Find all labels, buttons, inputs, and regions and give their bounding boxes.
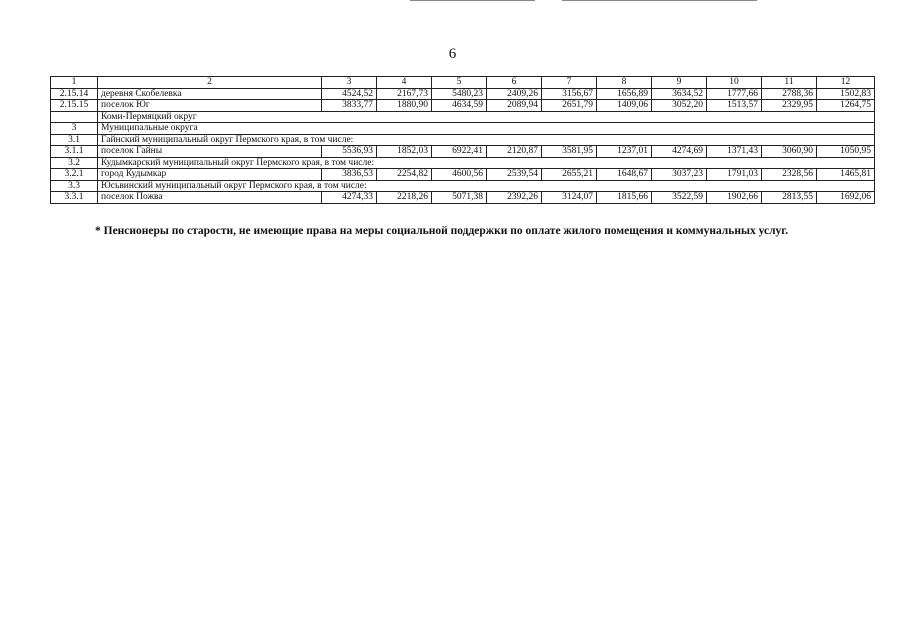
row-number: 3.1.1	[51, 146, 98, 158]
value-cell: 1465,81	[817, 169, 875, 181]
header-cell: 9	[652, 77, 707, 89]
value-cell: 5480,23	[432, 88, 487, 100]
value-cell: 1880,90	[377, 100, 432, 112]
value-cell: 4634,59	[432, 100, 487, 112]
value-cell: 2392,26	[487, 192, 542, 204]
settlement-name: город Кудымкар	[98, 169, 322, 181]
header-cell: 10	[707, 77, 762, 89]
value-cell: 1409,06	[597, 100, 652, 112]
value-cell: 5536,93	[322, 146, 377, 158]
value-cell: 1656,89	[597, 88, 652, 100]
header-cell: 4	[377, 77, 432, 89]
value-cell: 2329,95	[762, 100, 817, 112]
section-row	[51, 123, 875, 135]
value-cell: 2813,55	[762, 192, 817, 204]
value-cell: 4600,56	[432, 169, 487, 181]
row-number: 2.15.14	[51, 88, 98, 100]
header-row	[51, 77, 875, 89]
settlement-name: поселок Пожва	[98, 192, 322, 204]
footnote: * Пенсионеры по старости, не имеющие права на меры социальной поддержки по оплате жилого помещения и коммунальных услуг.	[95, 225, 789, 237]
table-row	[51, 192, 875, 204]
value-cell: 2328,56	[762, 169, 817, 181]
row-number	[51, 111, 98, 123]
top-rule-left	[410, 0, 535, 1]
value-cell: 3037,23	[652, 169, 707, 181]
row-number: 3.3	[51, 180, 98, 192]
section-row	[51, 157, 875, 169]
top-rule-right	[562, 0, 757, 1]
value-cell: 1791,03	[707, 169, 762, 181]
value-cell: 3634,52	[652, 88, 707, 100]
section-title: Муниципальные округа	[98, 123, 875, 135]
value-cell: 1852,03	[377, 146, 432, 158]
value-cell: 1050,95	[817, 146, 875, 158]
row-number: 2.15.15	[51, 100, 98, 112]
value-cell: 4274,69	[652, 146, 707, 158]
value-cell: 3581,95	[542, 146, 597, 158]
value-cell: 5071,38	[432, 192, 487, 204]
value-cell: 2409,26	[487, 88, 542, 100]
row-number: 3.3.1	[51, 192, 98, 204]
section-title: Коми-Пермяцкий округ	[98, 111, 875, 123]
value-cell: 1237,01	[597, 146, 652, 158]
table-row	[51, 100, 875, 112]
row-number: 3.1	[51, 134, 98, 146]
header-cell: 12	[817, 77, 875, 89]
value-cell: 3124,07	[542, 192, 597, 204]
value-cell: 1815,66	[597, 192, 652, 204]
table-row	[51, 169, 875, 181]
header-cell: 7	[542, 77, 597, 89]
value-cell: 2539,54	[487, 169, 542, 181]
section-title: Кудымкарский муниципальный округ Пермского края, в том числе:	[98, 157, 875, 169]
section-row	[51, 111, 875, 123]
section-row	[51, 180, 875, 192]
row-number: 3.2.1	[51, 169, 98, 181]
value-cell: 3156,67	[542, 88, 597, 100]
value-cell: 1371,43	[707, 146, 762, 158]
section-title: Гайнский муниципальный округ Пермского края, в том числе:	[98, 134, 875, 146]
data-table	[50, 76, 875, 204]
value-cell: 1513,57	[707, 100, 762, 112]
value-cell: 2651,79	[542, 100, 597, 112]
value-cell: 2167,73	[377, 88, 432, 100]
header-cell: 3	[322, 77, 377, 89]
value-cell: 6922,41	[432, 146, 487, 158]
section-row	[51, 134, 875, 146]
section-title: Юсьвинский муниципальный округ Пермского края, в том числе:	[98, 180, 875, 192]
row-number: 3	[51, 123, 98, 135]
header-cell: 2	[98, 77, 322, 89]
header-cell: 11	[762, 77, 817, 89]
header-cell: 1	[51, 77, 98, 89]
value-cell: 3052,20	[652, 100, 707, 112]
value-cell: 3833,77	[322, 100, 377, 112]
value-cell: 2254,82	[377, 169, 432, 181]
row-number: 3.2	[51, 157, 98, 169]
value-cell: 2089,94	[487, 100, 542, 112]
settlement-name: поселок Гайны	[98, 146, 322, 158]
table-row	[51, 88, 875, 100]
value-cell: 1692,06	[817, 192, 875, 204]
value-cell: 4274,33	[322, 192, 377, 204]
header-cell: 8	[597, 77, 652, 89]
value-cell: 2218,26	[377, 192, 432, 204]
value-cell: 3060,90	[762, 146, 817, 158]
table-row	[51, 146, 875, 158]
value-cell: 1502,83	[817, 88, 875, 100]
value-cell: 3836,53	[322, 169, 377, 181]
page-number: 6	[448, 46, 457, 62]
value-cell: 1264,75	[817, 100, 875, 112]
value-cell: 4524,52	[322, 88, 377, 100]
value-cell: 2655,21	[542, 169, 597, 181]
value-cell: 3522,59	[652, 192, 707, 204]
value-cell: 2120,87	[487, 146, 542, 158]
header-cell: 6	[487, 77, 542, 89]
settlement-name: поселок Юг	[98, 100, 322, 112]
value-cell: 1902,66	[707, 192, 762, 204]
value-cell: 1648,67	[597, 169, 652, 181]
value-cell: 1777,66	[707, 88, 762, 100]
header-cell: 5	[432, 77, 487, 89]
settlement-name: деревня Скобелевка	[98, 88, 322, 100]
value-cell: 2788,36	[762, 88, 817, 100]
